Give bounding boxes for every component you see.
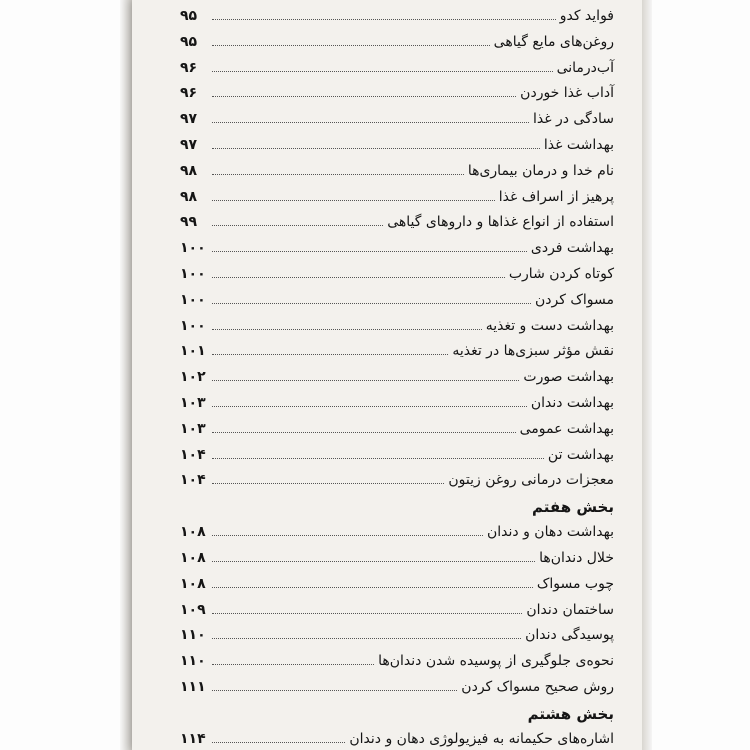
toc-page-number: ۱۰۸ [180, 549, 206, 566]
dot-leader [212, 19, 556, 20]
toc-entry [180, 288, 614, 314]
dot-leader [212, 251, 527, 252]
toc-entry-title: نحوه‌ی جلوگیری از پوسیده شدن دندان‌ها [378, 653, 614, 670]
toc-entry-title: بهداشت دست و تغذیه [485, 317, 614, 334]
dot-leader [212, 561, 535, 562]
toc-page-number: ۱۰۸ [180, 575, 206, 592]
toc-page-number: ۱۰۱ [180, 343, 206, 360]
toc-entry [180, 4, 614, 30]
toc-entry-title: روش صحیح مسواک کردن [461, 678, 614, 695]
dot-leader [212, 458, 544, 459]
toc-entry-title: استفاده از انواع غذاها و داروهای گیاهی [387, 214, 614, 231]
toc-page-number: ۹۹ [180, 214, 198, 231]
dot-leader [212, 96, 516, 97]
dot-leader [212, 45, 490, 46]
toc-page-number: ۹۶ [180, 85, 198, 102]
toc-entry [180, 236, 614, 262]
toc-entry-title: بهداشت دهان و دندان [487, 524, 614, 541]
dot-leader [212, 329, 482, 330]
toc-page-number: ۱۱۴ [180, 730, 206, 747]
dot-leader [212, 303, 531, 304]
toc-page-number: ۱۱۰ [180, 653, 206, 670]
toc-entry-title: آداب غذا خوردن [520, 85, 614, 102]
toc-entry-title: فواید کدو [559, 8, 614, 24]
section-heading-8: بخش هشتم [527, 704, 614, 723]
toc-entry [180, 391, 614, 417]
toc-entry [180, 30, 614, 56]
toc-entry [180, 546, 614, 572]
toc-entry-title: خلال دندان‌ها [539, 549, 614, 566]
dot-leader [212, 277, 505, 278]
toc-entry [180, 262, 614, 288]
dot-leader [212, 380, 519, 381]
toc-entry [180, 133, 614, 159]
page-edge-right [642, 0, 652, 750]
toc-page-number: ۹۷ [180, 136, 198, 153]
toc-page-number: ۱۰۳ [180, 420, 206, 437]
toc-page-number: ۱۱۰ [180, 627, 206, 644]
dot-leader [212, 225, 383, 226]
toc-entry-title: نقش مؤثر سبزی‌ها در تغذیه [452, 343, 614, 360]
toc-entry-title: پوسیدگی دندان [525, 627, 614, 644]
toc-entry-title: معجزات درمانی روغن زیتون [448, 472, 614, 489]
toc-page-number: ۹۸ [180, 188, 198, 205]
section-heading-7: بخش هفتم [532, 498, 614, 517]
toc-entry [180, 81, 614, 107]
toc-page-number: ۹۶ [180, 59, 198, 76]
toc-entry-title: نام خدا و درمان بیماری‌ها [467, 162, 614, 179]
toc-entry [180, 443, 614, 469]
toc-entry [180, 727, 614, 750]
toc-entry-title: ساختمان دندان [526, 601, 614, 618]
toc-entry [180, 314, 614, 340]
dot-leader [212, 613, 522, 614]
toc-entry [180, 520, 614, 546]
toc-entry [180, 649, 614, 675]
dot-leader [212, 200, 495, 201]
toc-entry [180, 185, 614, 211]
toc-entry [180, 468, 614, 494]
toc-entry-title: بهداشت دندان [530, 394, 614, 411]
dot-leader [212, 122, 529, 123]
toc-entry [180, 210, 614, 236]
toc-page-number: ۱۱۱ [180, 678, 206, 695]
toc-entry-title: سادگی در غذا [532, 111, 614, 128]
toc-entry-title: اشاره‌های حکیمانه به فیزیولوژی دهان و دندان [349, 730, 614, 747]
toc-entry [180, 675, 614, 701]
toc-entry [180, 623, 614, 649]
toc-entry [180, 417, 614, 443]
toc-entry [180, 572, 614, 598]
toc-entry-title: بهداشت غذا [543, 136, 614, 153]
toc-entry [180, 107, 614, 133]
toc-page-number: ۱۰۲ [180, 369, 206, 386]
toc-entry-title: پرهیز از اسراف غذا [498, 188, 614, 205]
dot-leader [212, 638, 521, 639]
toc-page-number: ۹۵ [180, 33, 198, 50]
toc-list-part-c [180, 727, 614, 750]
toc-entry [180, 339, 614, 365]
toc-page-number: ۱۰۰ [180, 265, 206, 282]
toc-entry [180, 365, 614, 391]
dot-leader [212, 690, 457, 691]
dot-leader [212, 587, 533, 588]
toc-entry-title: کوتاه کردن شارب [508, 265, 614, 282]
toc-page-number: ۱۰۳ [180, 394, 206, 411]
dot-leader [212, 71, 553, 72]
table-of-contents [180, 4, 614, 750]
dot-leader [212, 354, 448, 355]
toc-entry-title: آب‌درمانی [556, 59, 614, 76]
toc-entry-title: بهداشت عمومی [519, 420, 614, 437]
toc-entry-title: چوب مسواک [536, 575, 614, 592]
toc-page-number: ۱۰۸ [180, 524, 206, 541]
toc-entry-title: مسواک کردن [535, 291, 614, 308]
toc-entry-title: بهداشت صورت [523, 369, 614, 386]
toc-page-number: ۱۰۰ [180, 240, 206, 257]
toc-page-number: ۱۰۹ [180, 601, 206, 618]
dot-leader [212, 432, 516, 433]
dot-leader [212, 664, 374, 665]
toc-page-number: ۱۰۰ [180, 317, 206, 334]
toc-entry-title: بهداشت تن [547, 446, 614, 463]
toc-entry-title: روغن‌های مایع گیاهی [493, 33, 614, 50]
toc-page-number: ۱۰۴ [180, 472, 206, 489]
toc-page-number: ۹۸ [180, 162, 198, 179]
toc-list-part-b [180, 520, 614, 701]
dot-leader [212, 483, 444, 484]
toc-entry [180, 159, 614, 185]
dot-leader [212, 742, 345, 743]
toc-page-number: ۱۰۴ [180, 446, 206, 463]
dot-leader [212, 406, 527, 407]
toc-page-number: ۹۵ [180, 8, 198, 24]
toc-entry [180, 56, 614, 82]
page-edge-left [120, 0, 132, 750]
toc-list-part-a [180, 4, 614, 494]
dot-leader [212, 535, 483, 536]
toc-entry [180, 598, 614, 624]
toc-entry-title: بهداشت فردی [530, 240, 614, 257]
dot-leader [212, 148, 540, 149]
dot-leader [212, 174, 464, 175]
toc-page-number: ۱۰۰ [180, 291, 206, 308]
toc-page-number: ۹۷ [180, 111, 198, 128]
